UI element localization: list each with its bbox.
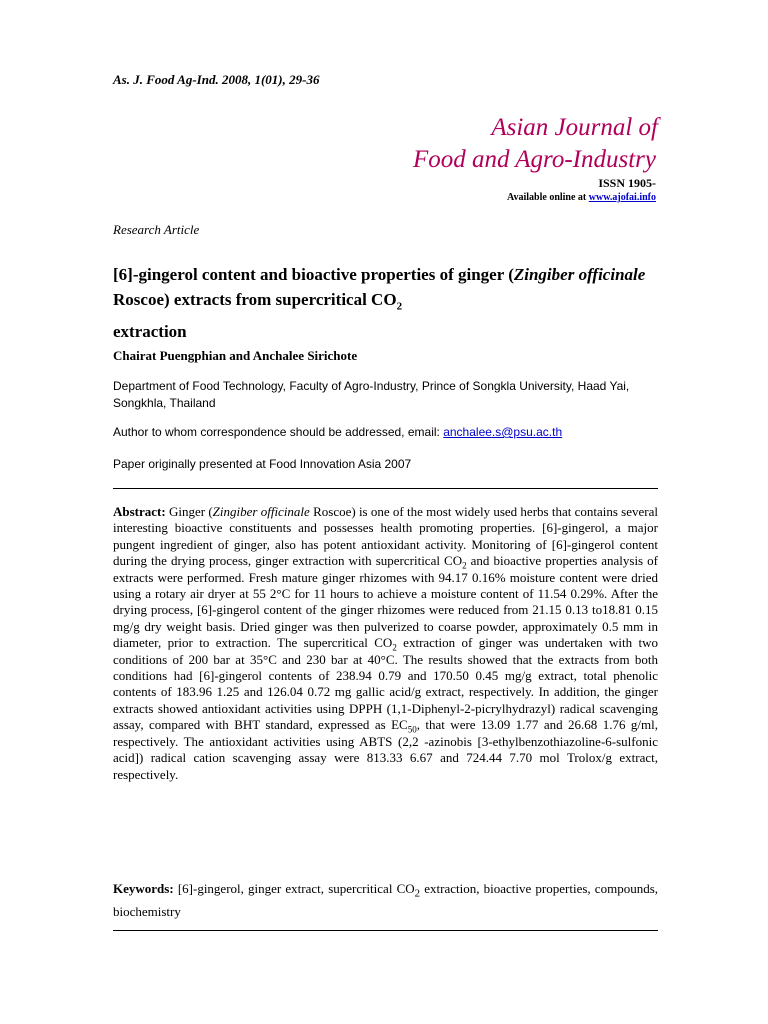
journal-title-line2: Food and Agro-Industry <box>412 146 656 173</box>
affiliation: Department of Food Technology, Faculty of Agro-Industry, Prince of Songkla University, Haad Yai, Songkhla, Thailand <box>113 379 630 410</box>
article-title <box>113 262 658 344</box>
keywords <box>113 880 658 920</box>
abstract-subscript-2: 2 <box>392 642 397 653</box>
available-online <box>507 192 656 203</box>
originally-presented-note: Paper originally presented at Food Innovation Asia 2007 <box>113 457 412 471</box>
authors: Chairat Puengphian and Anchalee Sirichote <box>113 348 358 363</box>
keywords-label: Keywords: <box>113 881 174 896</box>
title-text-2: Roscoe) extracts from supercritical CO <box>113 290 397 309</box>
correspondence <box>113 425 562 439</box>
keywords-text-2: extraction, bioactive properties, compounds, biochemistry <box>113 881 659 919</box>
journal-website-link[interactable]: www.ajofai.info <box>588 192 656 203</box>
abstract-subscript-1: 2 <box>462 560 467 571</box>
keywords-text-1: [6]-gingerol, ginger extract, supercritical CO <box>173 881 415 896</box>
abstract-text-3: and bioactive properties analysis of extracts were performed. Fresh mature ginger rhizomes with 94.17 0.16% moisture content were dried using a rotary air dryer at 55 2°C for 11 hours to achieve a moisture content of 11.54 0.29%. After the drying process, [6]-gingerol content of the ginger rhizomes were reduced from 21.15 0.13 to18.81 0.15 mg/g dry weight basis. Dried ginger was then pulverized to coarse powder, approximately 0.5 mm in diameter, prior to extraction. The supercritical CO <box>113 553 659 651</box>
title-text-1: [6]-gingerol content and bioactive properties of ginger ( <box>113 265 514 284</box>
divider-top <box>113 488 658 489</box>
keywords-subscript: 2 <box>414 887 421 900</box>
title-species: Zingiber officinale <box>513 265 646 284</box>
abstract <box>113 504 658 783</box>
abstract-label: Abstract: <box>113 504 166 519</box>
journal-title-line1: Asian Journal of <box>491 114 658 141</box>
correspondence-email-link[interactable]: anchalee.s@psu.ac.th <box>443 425 563 439</box>
abstract-text-1: Ginger ( <box>165 504 213 519</box>
correspondence-label: Author to whom correspondence should be addressed, email: <box>113 425 444 439</box>
abstract-text-2: Roscoe) is one of the most widely used herbs that contains several interesting bioactive constituents and possesses health promoting properties. [6]-gingerol, a major pungent ingredient of ginger, also has potent antioxidant activity. Monitoring of [6]-gingerol content during the drying process, ginger extraction with supercritical CO <box>113 504 658 569</box>
divider-bottom <box>113 930 658 931</box>
title-subscript: 2 <box>396 300 403 313</box>
abstract-text-4: extraction of ginger was undertaken with two conditions of 200 bar at 35°C and 230 bar at 40°C. The results showed that the extracts from both conditions had [6]-gingerol contents of 238.94 0.79 and 170.50 0.45 mg/g extract, total phenolic contents of 183.96 1.25 and 126.04 0.72 mg gallic acid/g extract, respectively. In addition, the ginger extracts showed antioxidant activities using DPPH (1,1-Diphenyl-2-picrylhydrazyl) radical scavenging assay, compared with BHT standard, expressed as EC <box>113 635 658 733</box>
journal-title <box>413 112 658 176</box>
journal-citation: As. J. Food Ag-Ind. 2008, 1(01), 29-36 <box>113 72 320 87</box>
title-text-3: extraction <box>113 322 187 342</box>
available-online-label: Available online at <box>507 192 589 203</box>
article-type: Research Article <box>113 222 200 237</box>
abstract-text-5: , that were 13.09 1.77 and 26.68 1.76 g/ml, respectively. The antioxidant activities using ABTS (2,2 -azinobis [3-ethylbenzothiazoline-6-sulfonic acid]) radical cation scavenging assay were 813.33 6.67 and 724.44 7.70 mol Trolox/g extract, respectively. <box>113 717 659 782</box>
abstract-species: Zingiber officinale <box>212 504 310 519</box>
abstract-subscript-3: 50 <box>407 724 417 735</box>
issn: ISSN 1905- <box>598 176 656 190</box>
